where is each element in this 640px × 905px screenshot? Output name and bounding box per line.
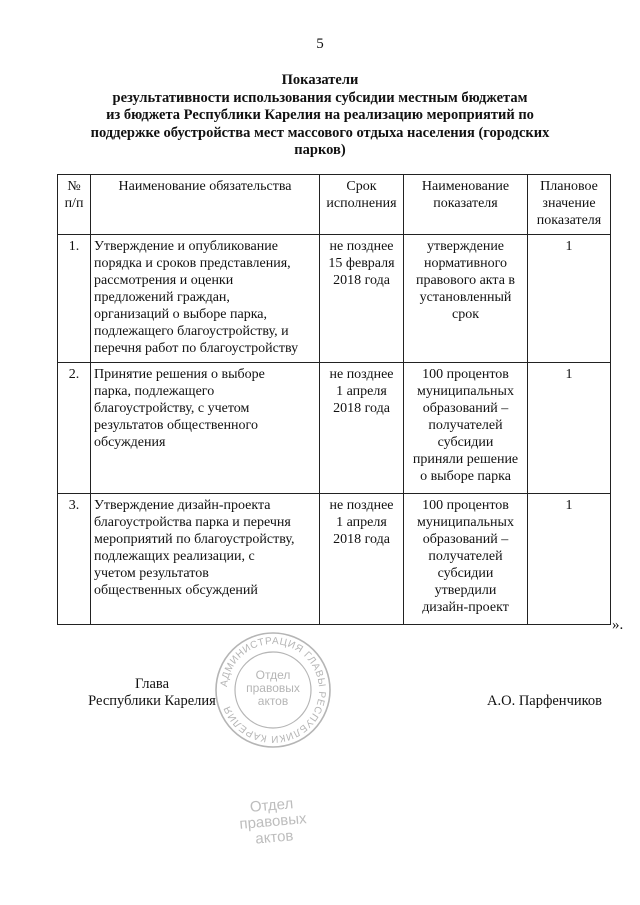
row-indicator: утверждение нормативного правового акта в установленный срок (415, 239, 516, 322)
table-header-row (58, 175, 611, 235)
header-indicator: Наименование показателя (404, 175, 528, 235)
closing-quote: ». (612, 617, 624, 633)
stamp-center-line: Отдел (255, 668, 291, 682)
row-num: 1. (58, 235, 91, 363)
stamp-center-text (246, 668, 300, 708)
table-row (58, 363, 611, 494)
row-num: 2. (58, 363, 91, 494)
row-indicator: 100 процентов муниципальных образований – получателей субсидии приняли решение о выборе парка (412, 367, 519, 484)
row-term: не позднее 1 апреля 2018 года (329, 367, 394, 416)
row-value: 1 (528, 494, 611, 625)
stamp-center-line: правовых (246, 681, 300, 695)
row-value: 1 (528, 363, 611, 494)
row-value: 1 (528, 235, 611, 363)
signatory-name: А.О. Парфенчиков (487, 693, 603, 709)
signatory-title: Глава Республики Карелия (88, 676, 216, 709)
row-term: не позднее 1 апреля 2018 года (329, 498, 394, 547)
row-num: 3. (58, 494, 91, 625)
row-obligation: Утверждение и опубликование порядка и сроков представления, рассмотрения и оценки предложений граждан, организаций о выборе парка, подлежащего благоустройству, и перечня работ по благоустройству (94, 239, 299, 356)
office-stamp (213, 630, 333, 750)
stamp-bottom-text: Отдел правовых актов (238, 795, 308, 848)
row-term: не позднее 15 февраля 2018 года (328, 239, 395, 288)
row-obligation: Утверждение дизайн-проекта благоустройства парка и перечня мероприятий по благоустройству, подлежащих реализации, с учетом результатов общественных обсуждений (94, 498, 295, 598)
header-value: Плановое значение показателя (528, 175, 611, 235)
document-title: Показатели результативности использования субсидии местным бюджетам из бюджета Республики Карелия на реализацию мероприятий по поддержке обустройства мест массового отдыха населения (городских парков) (90, 72, 550, 158)
stamp-center-line: актов (257, 694, 289, 708)
header-num: № п/п (58, 175, 91, 235)
header-name: Наименование обязательства (91, 175, 320, 235)
row-obligation: Принятие решения о выборе парка, подлежащего благоустройству, с учетом результатов общественного обсуждения (94, 367, 265, 450)
header-term: Срок исполнения (320, 175, 404, 235)
stamp-ring-text: АДМИНИСТРАЦИЯ ГЛАВЫ РЕСПУБЛИКИ КАРЕЛИЯ (219, 635, 328, 745)
table-row (58, 235, 611, 363)
row-indicator: 100 процентов муниципальных образований – получателей субсидии утвердили дизайн-проект (417, 498, 514, 615)
table-row (58, 494, 611, 625)
page-number: 5 (316, 36, 324, 52)
indicators-table (57, 174, 611, 625)
